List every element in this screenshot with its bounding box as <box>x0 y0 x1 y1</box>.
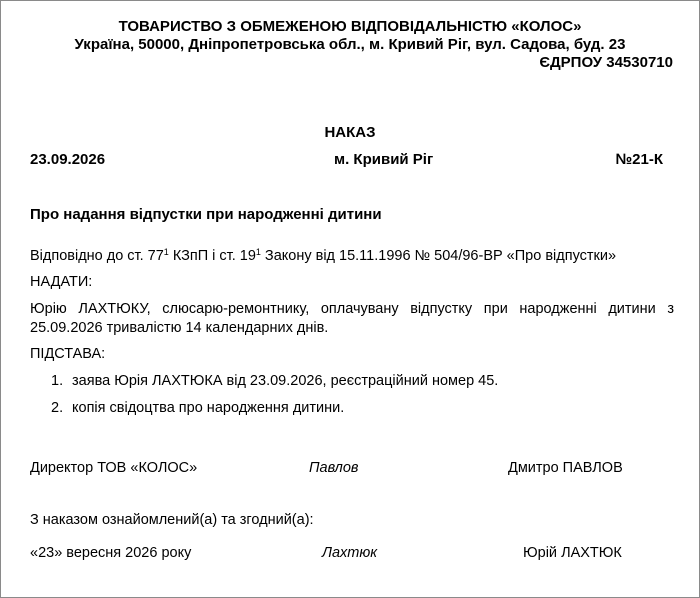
document-date: 23.09.2026 <box>30 151 106 168</box>
signatory-role: Директор ТОВ «КОЛОС» <box>30 460 198 476</box>
document-subject: Про надання відпустки при народженні дитини <box>30 206 382 223</box>
document-city: м. Кривий Ріг <box>334 151 434 168</box>
grounds-item <box>51 400 344 416</box>
employee-name: Юрій ЛАХТЮК <box>523 545 622 561</box>
acknowledgement-date: «23» вересня 2026 року <box>30 545 192 561</box>
order-text: Юрію ЛАХТЮКУ, слюсарю-ремонтнику, оплачувану відпустку при народженні дитини з 25.09.2026 тривалістю 14 календарних днів. <box>30 301 674 336</box>
grounds-label: ПІДСТАВА: <box>30 346 106 362</box>
signatory-name: Дмитро ПАВЛОВ <box>508 460 623 476</box>
grounds-item <box>51 373 498 389</box>
grounds-item-number: 2. <box>51 400 64 416</box>
legal-basis-part2: КЗпП і ст. 19 <box>168 248 256 264</box>
document-title: НАКАЗ <box>324 124 376 141</box>
organization-name: ТОВАРИСТВО З ОБМЕЖЕНОЮ ВІДПОВІДАЛЬНІСТЮ «КОЛОС» <box>118 18 582 35</box>
signatory-signature: Павлов <box>309 460 359 476</box>
grounds-item-text: копія свідоцтва про народження дитини. <box>72 400 345 416</box>
order-verb: НАДАТИ: <box>30 274 93 290</box>
acknowledgement-label: З наказом ознайомлений(а) та згодний(а): <box>30 512 314 528</box>
legal-basis-sup2: 1 <box>255 247 261 257</box>
organization-edrpou: ЄДРПОУ 34530710 <box>539 54 673 71</box>
grounds-item-number: 1. <box>51 373 64 389</box>
organization-address: Україна, 50000, Дніпропетровська обл., м. Кривий Ріг, вул. Садова, буд. 23 <box>74 36 626 53</box>
document-number: №21-К <box>615 151 663 168</box>
legal-basis-part1: Відповідно до ст. 77 <box>30 248 164 264</box>
legal-basis <box>30 248 616 264</box>
legal-basis-part3: Закону від 15.11.1996 № 504/96-ВР «Про відпустки» <box>260 248 617 264</box>
employee-signature: Лахтюк <box>322 545 378 561</box>
grounds-item-text: заява Юрія ЛАХТЮКА від 23.09.2026, реєстраційний номер 45. <box>72 373 499 389</box>
legal-basis-sup1: 1 <box>163 247 169 257</box>
